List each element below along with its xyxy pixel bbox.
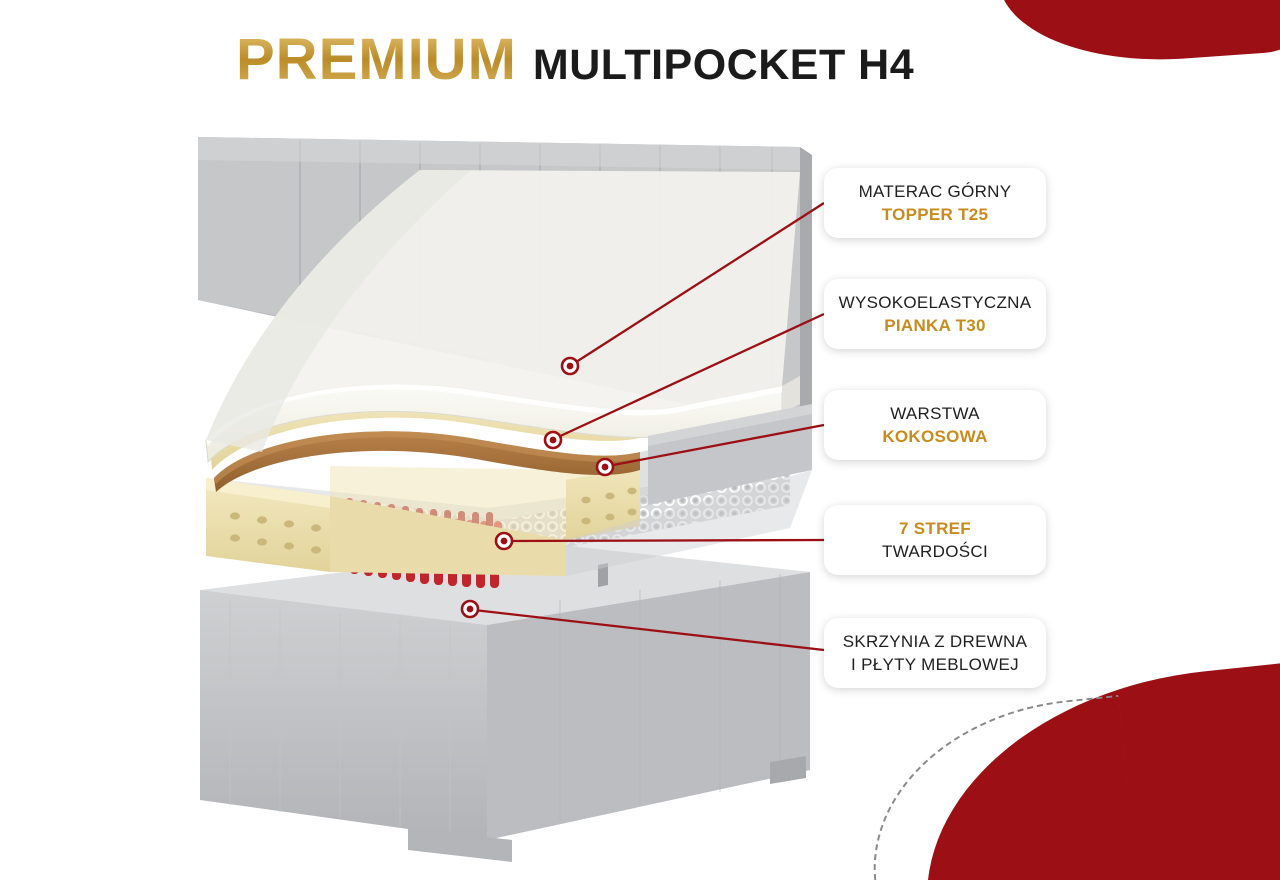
callout-foam-line1: WYSOKOELASTYCZNA [838, 293, 1032, 312]
callout-zones [824, 505, 1046, 575]
callout-zones-line2: TWARDOŚCI [882, 541, 988, 561]
callout-topper [824, 168, 1046, 238]
leader-line-coir [608, 425, 824, 466]
callout-coir [824, 390, 1046, 460]
leader-line-box [474, 610, 824, 650]
callout-coir-line2: KOKOSOWA [882, 426, 988, 446]
title-rest: MULTIPOCKET H4 [532, 41, 915, 89]
callout-zones-line1: 7 STREF [898, 519, 971, 538]
callout-box [824, 618, 1046, 688]
leader-line-topper [573, 203, 824, 364]
callout-topper-line1: MATERAC GÓRNY [858, 182, 1012, 201]
title-accent-word: PREMIUM [236, 27, 517, 92]
callout-box-line1: SKRZYNIA Z DREWNA [842, 632, 1028, 651]
callout-box-line2: I PŁYTY MEBLOWEJ [851, 654, 1019, 674]
callout-topper-line2: TOPPER T25 [881, 204, 989, 224]
callout-coir-line1: WARSTWA [890, 404, 980, 423]
callout-foam [824, 279, 1046, 349]
leader-line-foam [556, 314, 824, 438]
leader-line-zones [508, 540, 824, 541]
callout-foam-line2: PIANKA T30 [884, 315, 986, 335]
